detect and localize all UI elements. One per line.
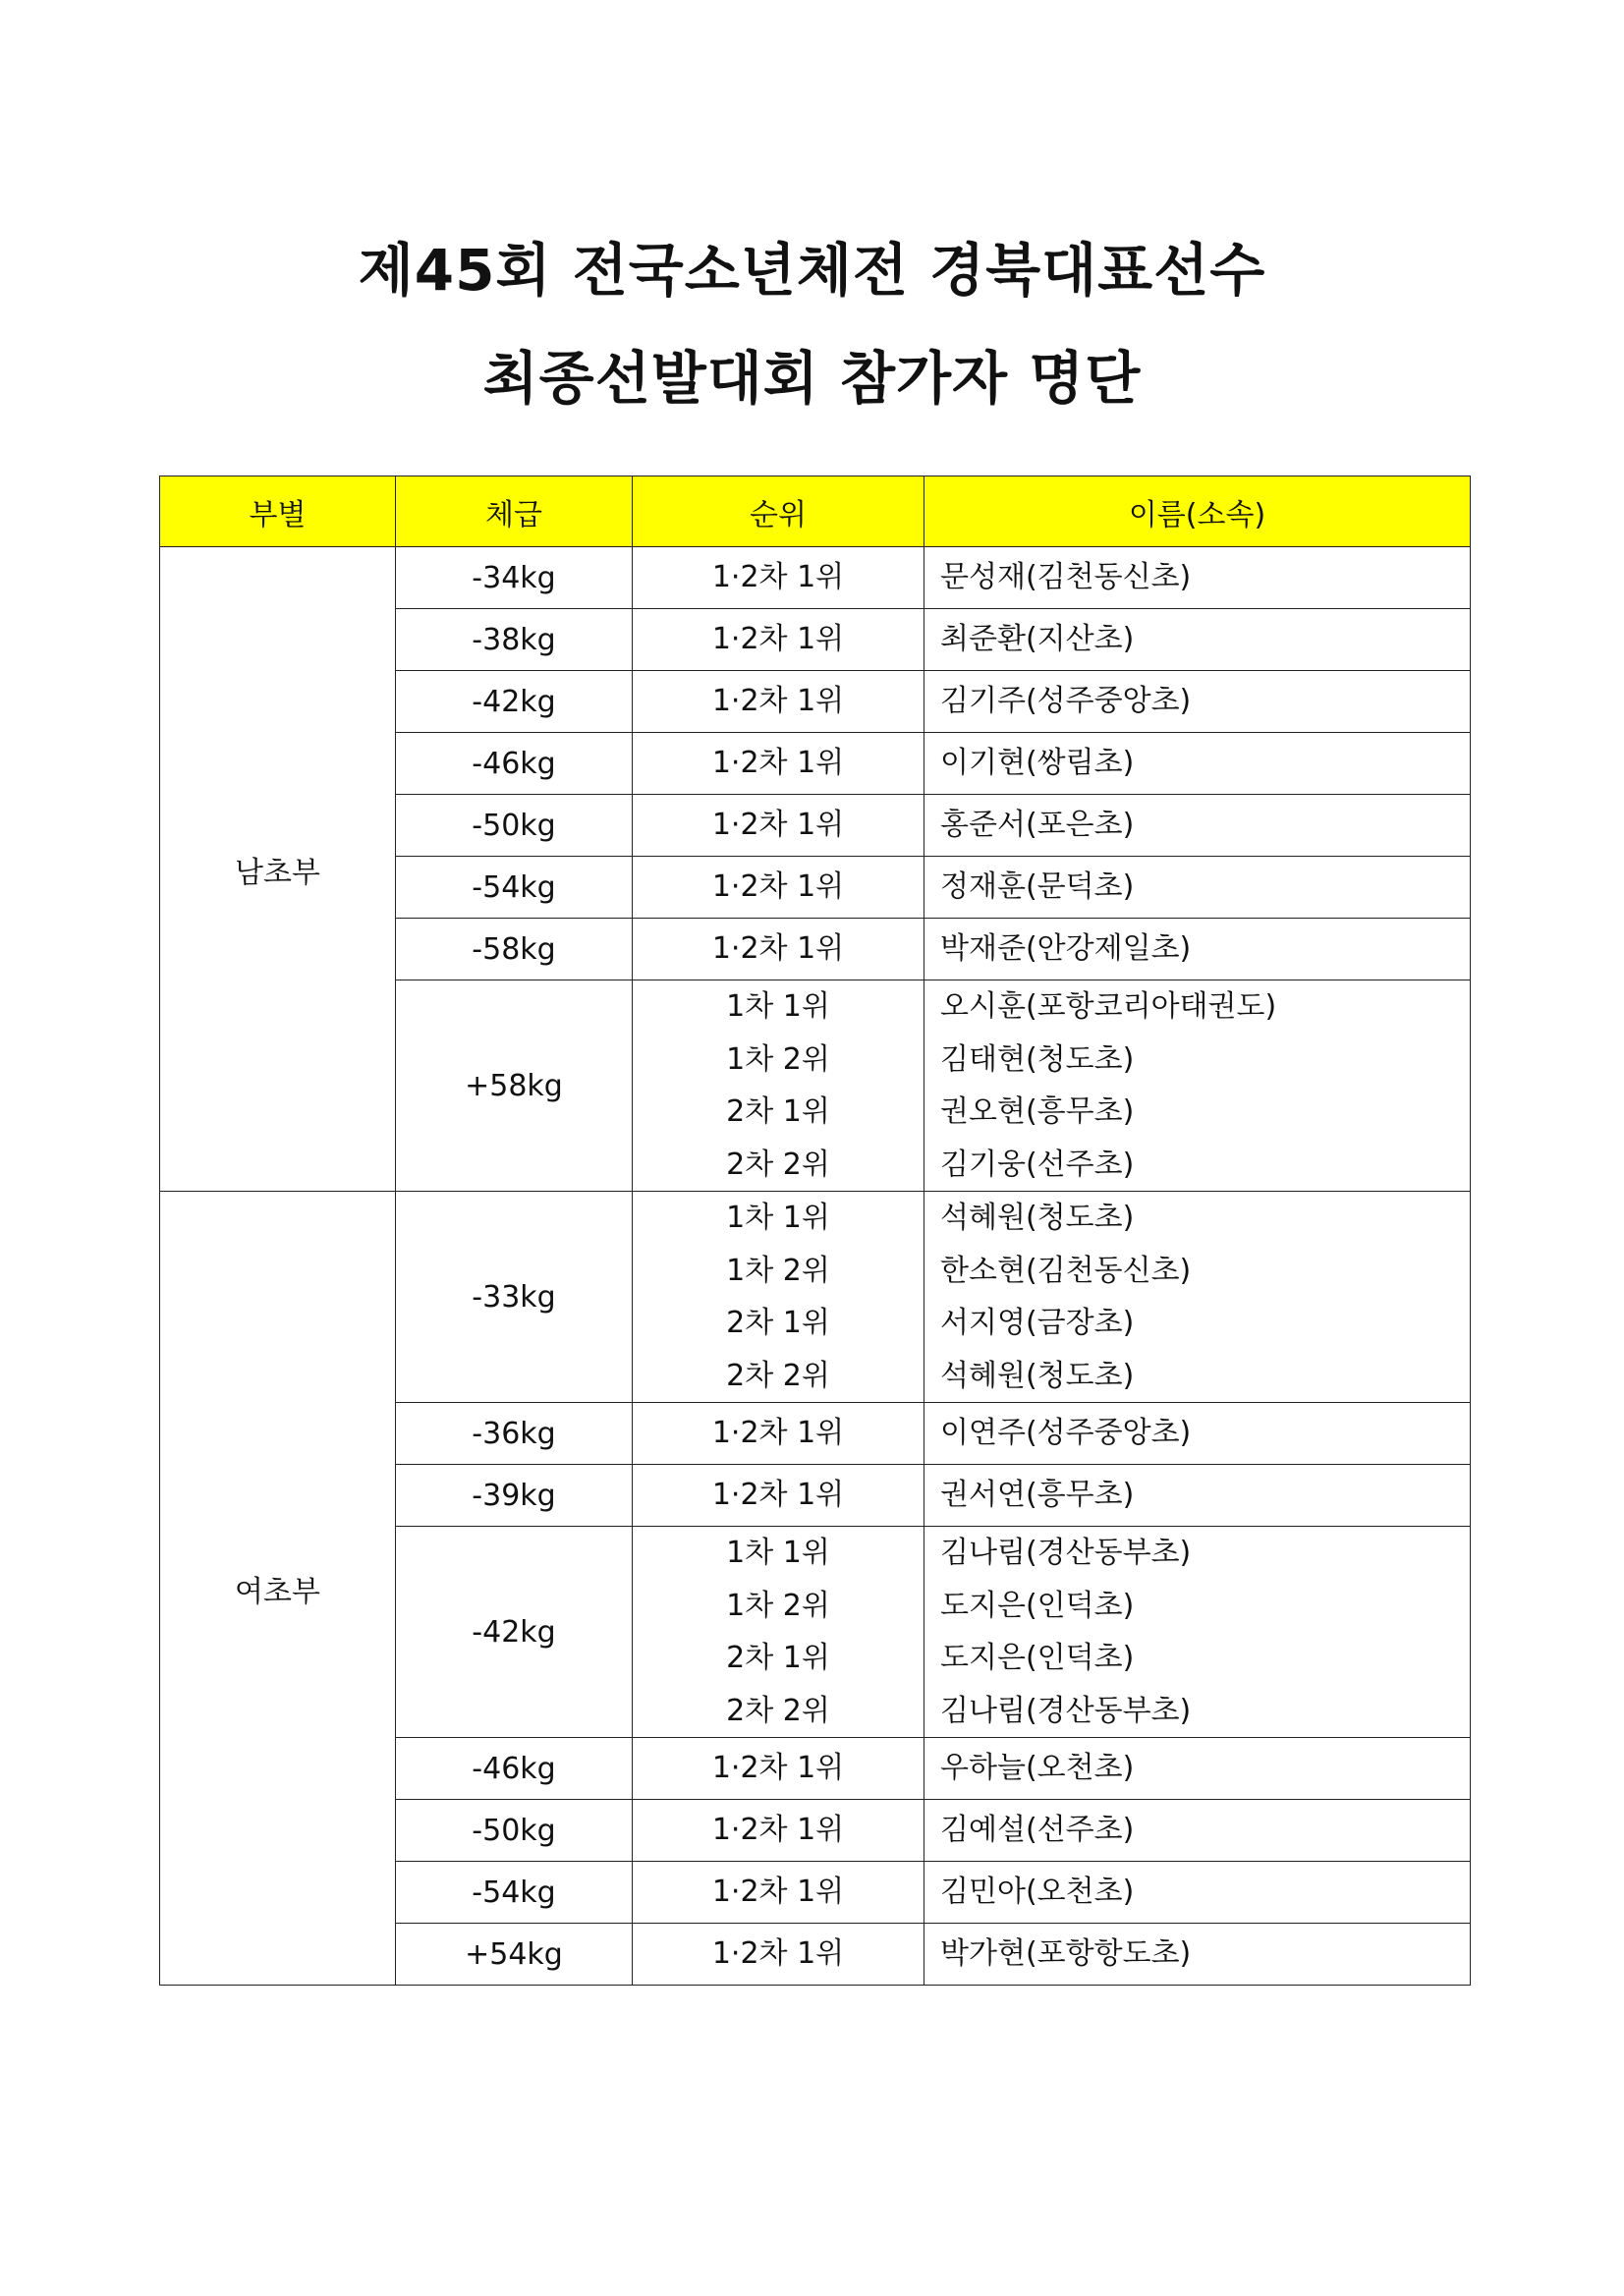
rank-label: 1·2차 1위 [711,931,845,966]
athlete-cell [924,733,1471,795]
rank-cell [633,1527,924,1738]
athlete-cell [924,609,1471,671]
athlete-name: 박가현(포항항도초) [940,1936,1192,1971]
rank-label: 2차 2위 [726,1147,830,1182]
rank-cell [633,1465,924,1527]
athlete-name: 김기웅(선주초) [940,1147,1135,1182]
weight-class-cell: -50kg [396,795,633,857]
rank-label: 1·2차 1위 [711,684,845,718]
rank-label: 1·2차 1위 [711,746,845,780]
athlete-cell [924,1527,1471,1738]
athlete-cell [924,1403,1471,1465]
rank-label: 1·2차 1위 [711,1751,845,1785]
rank-label: 2차 2위 [726,1358,830,1393]
athlete-name: 김예설(선주초) [940,1813,1135,1847]
athlete-cell [924,1862,1471,1924]
athlete-cell [924,1738,1471,1800]
weight-class-cell: -34kg [396,547,633,609]
header-division: 부별 [160,476,396,547]
athlete-name: 한소현(김천동신초) [940,1253,1192,1288]
athlete-name: 도지은(인덕초) [940,1641,1135,1675]
rank-cell [633,795,924,857]
athlete-name: 홍준서(포은초) [940,808,1135,842]
weight-class-cell: -54kg [396,1862,633,1924]
athlete-cell [924,857,1471,919]
rank-cell [633,919,924,980]
rank-label: 1차 1위 [726,1201,830,1235]
rank-label: 1·2차 1위 [711,1478,845,1512]
athlete-name: 오시훈(포항코리아태권도) [940,989,1277,1024]
weight-class-cell: -42kg [396,671,633,733]
athlete-cell [924,1800,1471,1862]
weight-class-cell: -33kg [396,1192,633,1403]
division-cell: 여초부 [160,1192,396,1986]
rank-cell [633,671,924,733]
rank-cell [633,980,924,1192]
weight-class-cell: -58kg [396,919,633,980]
rank-label: 1차 2위 [726,1588,830,1623]
rank-cell [633,1192,924,1403]
athlete-name: 도지은(인덕초) [940,1588,1135,1623]
athlete-name: 석혜원(청도초) [940,1201,1135,1235]
rank-cell [633,609,924,671]
rank-label: 1차 1위 [726,989,830,1024]
weight-class-cell: -46kg [396,733,633,795]
weight-class-cell: -54kg [396,857,633,919]
rank-label: 1·2차 1위 [711,560,845,594]
rank-label: 1·2차 1위 [711,808,845,842]
athlete-cell [924,980,1471,1192]
athlete-name: 권오현(흥무초) [940,1094,1135,1129]
rank-cell [633,547,924,609]
rank-cell [633,733,924,795]
rank-cell [633,1800,924,1862]
document-subtitle: 최종선발대회 참가자 명단 [482,345,1142,412]
weight-class-cell: -46kg [396,1738,633,1800]
table-row [160,1192,1471,1403]
rank-cell [633,1403,924,1465]
header-name: 이름(소속) [924,476,1471,547]
athlete-name: 박재준(안강제일초) [940,931,1192,966]
athlete-name: 서지영(금장초) [940,1306,1135,1340]
athlete-name: 우하늘(오천초) [940,1751,1135,1785]
weight-class-cell: -39kg [396,1465,633,1527]
rank-label: 2차 1위 [726,1641,830,1675]
rank-label: 2차 2위 [726,1693,830,1728]
rank-label: 1·2차 1위 [711,869,845,904]
rank-label: 2차 1위 [726,1094,830,1129]
athlete-name: 석혜원(청도초) [940,1358,1135,1393]
table-body [160,547,1471,1986]
table-row [160,547,1471,609]
athlete-name: 권서연(흥무초) [940,1478,1135,1512]
rank-cell [633,857,924,919]
weight-class-cell: +54kg [396,1924,633,1986]
rank-cell [633,1862,924,1924]
athlete-name: 김나림(경산동부초) [940,1693,1192,1728]
athlete-cell [924,795,1471,857]
athlete-cell [924,671,1471,733]
weight-class-cell: +58kg [396,980,633,1192]
weight-class-cell: -50kg [396,1800,633,1862]
athlete-cell [924,1192,1471,1403]
table-header-row [160,476,1471,547]
weight-class-cell: -42kg [396,1527,633,1738]
rank-label: 2차 1위 [726,1306,830,1340]
athlete-cell [924,1465,1471,1527]
rank-label: 1차 2위 [726,1253,830,1288]
weight-class-cell: -36kg [396,1403,633,1465]
document-title: 제45회 전국소년체전 경북대표선수 [358,237,1266,304]
rank-label: 1·2차 1위 [711,622,845,656]
athlete-name: 이연주(성주중앙초) [940,1416,1192,1450]
rank-label: 1·2차 1위 [711,1875,845,1909]
rank-label: 1·2차 1위 [711,1416,845,1450]
athlete-cell [924,919,1471,980]
athlete-name: 김태현(청도초) [940,1041,1135,1077]
athlete-cell [924,547,1471,609]
athlete-name: 문성재(김천동신초) [940,560,1192,594]
rank-label: 1차 1위 [726,1536,830,1570]
athlete-name: 이기현(쌍림초) [940,746,1135,780]
athlete-cell [924,1924,1471,1986]
rank-label: 1·2차 1위 [711,1936,845,1971]
rank-label: 1차 2위 [726,1041,830,1077]
division-cell: 남초부 [160,547,396,1192]
roster-table [159,476,1471,1986]
athlete-name: 김민아(오천초) [940,1875,1135,1909]
athlete-name: 최준환(지산초) [940,622,1135,656]
athlete-name: 정재훈(문덕초) [940,869,1135,904]
rank-label: 1·2차 1위 [711,1813,845,1847]
weight-class-cell: -38kg [396,609,633,671]
header-weight: 체급 [396,476,633,547]
athlete-name: 김나림(경산동부초) [940,1536,1192,1570]
header-rank: 순위 [633,476,924,547]
rank-cell [633,1738,924,1800]
athlete-name: 김기주(성주중앙초) [940,684,1192,718]
rank-cell [633,1924,924,1986]
